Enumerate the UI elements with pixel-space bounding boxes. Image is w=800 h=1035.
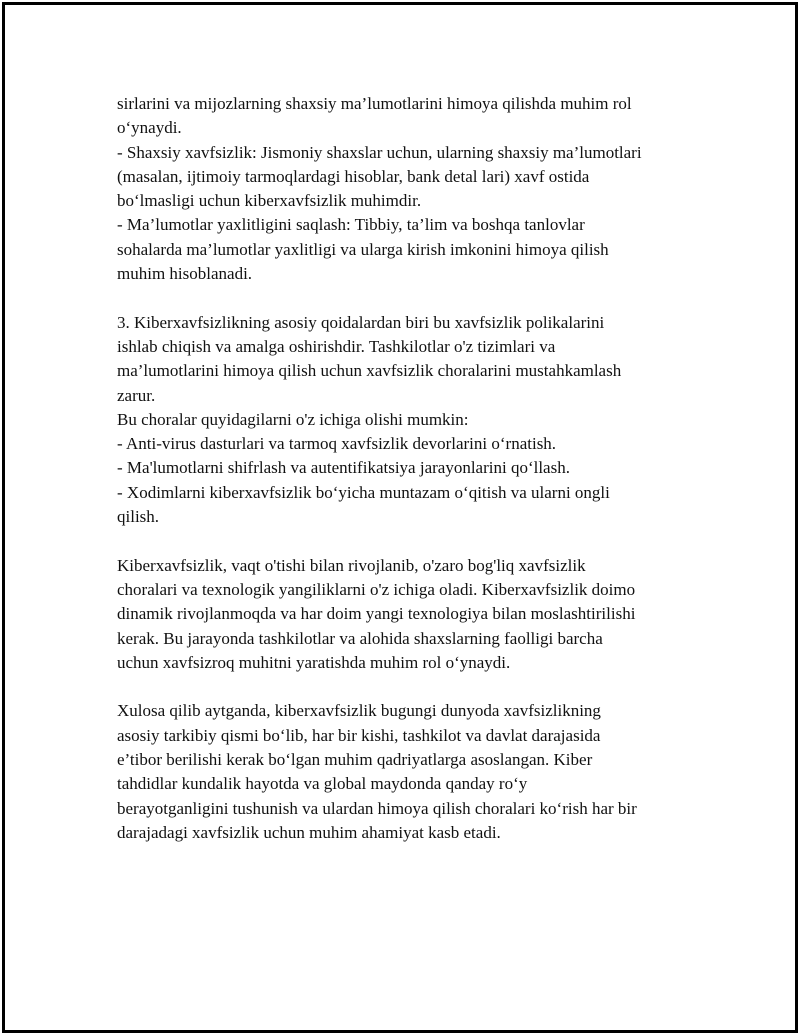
text-line: (masalan, ijtimoiy tarmoqlardagi hisoblar, bank detal lari) xavf ostida xyxy=(117,166,590,186)
text-line: - Anti-virus dasturlari va tarmoq xavfsizlik devorlarini o‘rnatish. xyxy=(117,434,557,454)
text-line: kerak. Bu jarayonda tashkilotlar va alohida shaxslarning faolligi barcha xyxy=(117,628,603,648)
text-line: o‘ynaydi. xyxy=(117,118,182,138)
paragraph-4 xyxy=(117,699,697,845)
text-line: dinamik rivojlanmoqda va har doim yangi texnologiya bilan moslashtirilishi xyxy=(117,604,636,624)
text-line: qilish. xyxy=(117,507,160,527)
text-line: zarur. xyxy=(117,385,156,405)
paragraph-2 xyxy=(117,311,697,530)
text-line: Kiberxavfsizlik, vaqt o'tishi bilan rivojlanib, o'zaro bog'liq xavfsizlik xyxy=(117,555,586,575)
paragraph-gap xyxy=(117,529,697,553)
text-line: - Xodimlarni kiberxavfsizlik bo‘yicha muntazam o‘qitish va ularni ongli xyxy=(117,482,610,502)
text-line: uchun xavfsizroq muhitni yaratishda muhim rol o‘ynaydi. xyxy=(117,652,511,672)
text-line: 3. Kiberxavfsizlikning asosiy qoidalardan biri bu xavfsizlik polikalarini xyxy=(117,312,605,332)
paragraph-gap xyxy=(117,286,697,310)
text-line: sohalarda ma’lumotlar yaxlitligi va ularga kirish imkonini himoya qilish xyxy=(117,239,609,259)
text-line: ishlab chiqish va amalga oshirishdir. Tashkilotlar o'z tizimlari va xyxy=(117,336,556,356)
text-line: berayotganligini tushunish va ulardan himoya qilish choralari ko‘rish har bir xyxy=(117,798,637,818)
text-line: - Shaxsiy xavfsizlik: Jismoniy shaxslar uchun, ularning shaxsiy ma’lumotlari xyxy=(117,142,642,162)
text-line: tahdidlar kundalik hayotda va global maydonda qanday ro‘y xyxy=(117,774,528,794)
text-line: bo‘lmasligi uchun kiberxavfsizlik muhimdir. xyxy=(117,191,422,211)
text-line: muhim hisoblanadi. xyxy=(117,264,253,284)
paragraph-1 xyxy=(117,92,697,286)
text-line: Bu choralar quyidagilarni o'z ichiga olishi mumkin: xyxy=(117,409,469,429)
text-line: - Ma’lumotlar yaxlitligini saqlash: Tibbiy, ta’lim va boshqa tanlovlar xyxy=(117,215,585,235)
text-line: ma’lumotlarini himoya qilish uchun xavfsizlik choralarini mustahkamlash xyxy=(117,361,622,381)
text-line: darajadagi xavfsizlik uchun muhim ahamiyat kasb etadi. xyxy=(117,822,501,842)
text-line: sirlarini va mijozlarning shaxsiy ma’lumotlarini himoya qilishda muhim rol xyxy=(117,94,632,113)
text-line: Xulosa qilib aytganda, kiberxavfsizlik bugungi dunyoda xavfsizlikning xyxy=(117,701,601,721)
paragraph-gap xyxy=(117,675,697,699)
text-line: choralari va texnologik yangiliklarni o'z ichiga oladi. Kiberxavfsizlik doimo xyxy=(117,579,636,599)
text-line: e’tibor berilishi kerak bo‘lgan muhim qadriyatlarga asoslangan. Kiber xyxy=(117,750,593,770)
document-body xyxy=(117,92,697,845)
paragraph-3 xyxy=(117,554,697,675)
text-line: - Ma'lumotlarni shifrlash va autentifikatsiya jarayonlarini qo‘llash. xyxy=(117,458,570,478)
text-line: asosiy tarkibiy qismi bo‘lib, har bir kishi, tashkilot va davlat darajasida xyxy=(117,725,601,745)
